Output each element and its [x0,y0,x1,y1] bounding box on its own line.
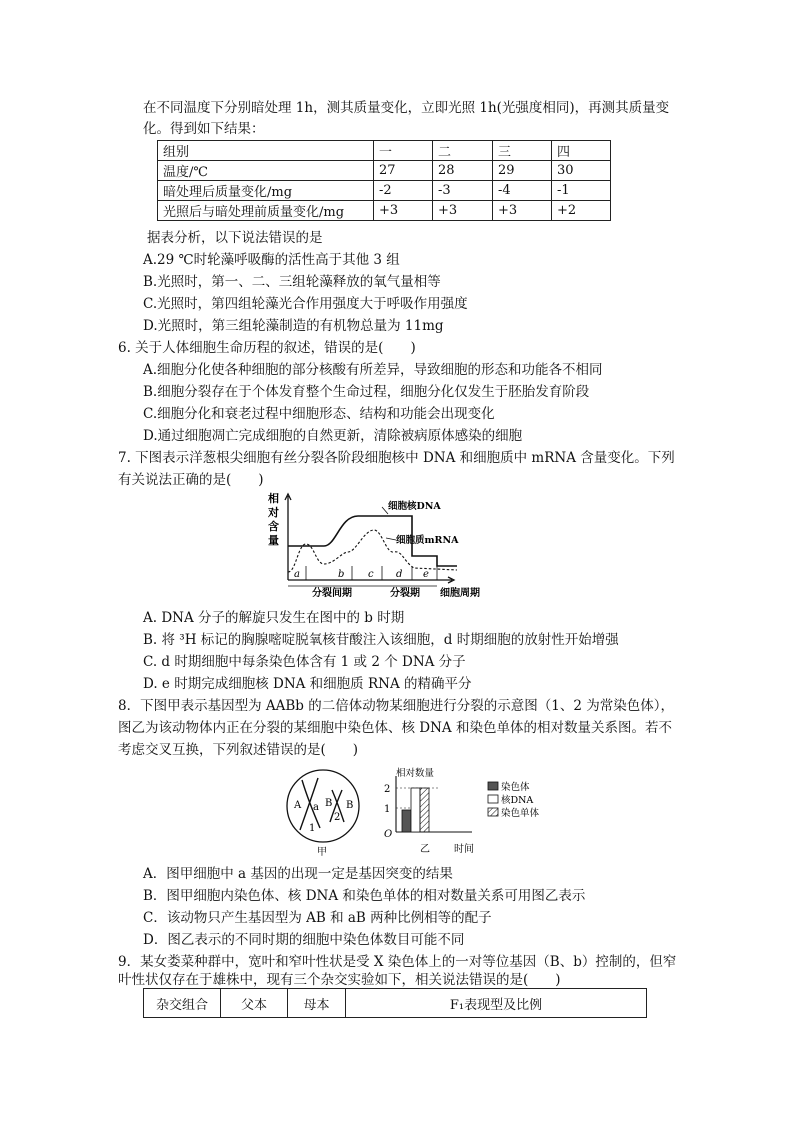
q5-option-c: C.光照时，第四组轮藻光合作用强度大于呼吸作用强度 [143,296,468,312]
cell-cycle-label: 细胞周期 [440,588,480,599]
q5-results-table [157,140,611,221]
legend-label: 染色体 [501,782,530,793]
q8-figure-b-chart [380,762,560,857]
legend-label: 核DNA [501,795,534,806]
y-tick-label: 2 [384,784,391,795]
table-cell: 三 [493,141,552,161]
q5-prompt: 据表分析，以下说法错误的是 [147,230,323,246]
q6-stem: 6. 关于人体细胞生命历程的叙述，错误的是( ) [118,340,416,356]
q8-stem-line1: 8．下图甲表示基因型为 AABb 的二倍体动物某细胞进行分裂的示意图（1、2 为常染色体）， [118,698,674,714]
table-cell: 一 [374,141,433,161]
y-tick-label: 1 [384,804,391,815]
q7-stem-line2: 有关说法正确的是( ) [118,472,264,488]
origin-label: O [384,829,393,840]
q5-option-b: B.光照时，第一、二、三组轮藻释放的氧气量相等 [143,274,441,290]
table-row [144,989,647,1018]
chromosome-number: 1 [309,823,316,834]
table-header-cell: F₁表现型及比例 [346,989,647,1018]
q8-option-d: D．图乙表示的不同时期的细胞中染色体数目可能不同 [143,932,465,948]
q5-option-d: D.光照时，第三组轮藻制造的有机物总量为 11mg [143,318,444,334]
chart-ylabel: 相对数量 [396,768,435,779]
table-cell: 组别 [158,141,374,161]
phase-label: a [294,569,300,580]
q5-stem-line1: 在不同温度下分别暗处理 1h，测其质量变化，立即光照 1h(光强度相同)，再测其质量变 [143,100,670,116]
q7-option-d: D. e 时期完成细胞核 DNA 和细胞质 RNA 的精确平分 [143,676,472,692]
table-cell: +3 [433,201,493,221]
q8-option-b: B．图甲细胞内染色体、核 DNA 和染色单体的相对数量关系可用图乙表示 [143,888,586,904]
legend-mrna-label: 细胞质mRNA [396,535,459,546]
bar-nuclear-dna [411,788,420,832]
gene-label: a [313,802,319,813]
q7-dna-mrna-chart [262,488,502,600]
table-header-cell: 杂交组合 [144,989,221,1018]
legend-label: 染色单体 [501,808,540,819]
legend-swatch-chromatid [488,808,498,816]
table-cell: 二 [433,141,493,161]
y-axis-label-char: 对 [268,506,279,519]
table-cell: 29 [493,161,552,181]
table-cell: +2 [552,201,611,221]
bar-chromosome [402,810,411,832]
q7-option-c: C. d 时期细胞中每条染色体含有 1 或 2 个 DNA 分子 [143,654,466,670]
y-axis-label-char: 含 [268,520,279,533]
q6-option-d: D.通过细胞凋亡完成细胞的自然更新，清除被病原体感染的细胞 [143,428,523,444]
table-cell: 四 [552,141,611,161]
table-header-cell: 父本 [221,989,288,1018]
q8-option-a: A．图甲细胞中 a 基因的出现一定是基因突变的结果 [143,866,453,882]
table-cell: 温度/℃ [158,161,374,181]
q6-option-b: B.细胞分裂存在于个体发育整个生命过程，细胞分化仅发生于胚胎发育阶段 [143,384,590,400]
mitosis-label: 分裂期 [390,588,420,599]
chromosome-number: 2 [334,812,341,823]
table-cell: 30 [552,161,611,181]
phase-label: c [368,569,374,580]
table-row [158,161,611,181]
q7-option-a: A. DNA 分子的解旋只发生在图中的 b 时期 [143,610,405,626]
gene-label: B [346,800,354,811]
q5-stem-line2: 化。得到如下结果： [143,121,265,137]
table-row [158,141,611,161]
q9-cross-table [143,988,647,1018]
q8-figure-a-cell [280,768,370,858]
legend-dna-label: 细胞核DNA [388,501,441,512]
table-cell: 28 [433,161,493,181]
gene-label: A [294,800,302,811]
q8-stem-line2: 图乙为该动物体内正在分裂的某细胞中染色体、核 DNA 和染色单体的相对数量关系图。若不 [118,720,672,736]
q6-option-c: C.细胞分化和衰老过程中细胞形态、结构和功能会出现变化 [143,406,495,422]
table-row [158,201,611,221]
legend-swatch-chromosome [488,782,498,790]
interphase-label: 分裂间期 [312,588,352,599]
q7-stem-line1: 7. 下图表示洋葱根尖细胞有丝分裂各阶段细胞核中 DNA 和细胞质中 mRNA 含量变化。下列 [118,450,675,466]
q9-stem-line1: 9．某女娄菜种群中，宽叶和窄叶性状是受 X 染色体上的一对等位基因（B、b）控制的，但窄 [118,954,677,970]
phase-label: b [338,569,345,580]
table-header-cell: 母本 [288,989,346,1018]
q9-stem-line2: 叶性状仅存在于雄株中，现有三个杂交实验如下，相关说法错误的是( ) [118,972,561,988]
q6-option-a: A.细胞分化使各种细胞的部分核酸有所差异，导致细胞的形态和功能各不相同 [143,362,603,378]
table-cell: -1 [552,181,611,201]
phase-label: d [396,569,403,580]
table-cell: -3 [433,181,493,201]
legend-pointer [386,538,396,540]
table-cell: -2 [374,181,433,201]
table-cell: -4 [493,181,552,201]
figure-caption: 甲 [317,847,327,858]
table-cell: 27 [374,161,433,181]
table-row [158,181,611,201]
table-cell: +3 [493,201,552,221]
q5-option-a: A.29 ℃时轮藻呼吸酶的活性高于其他 3 组 [143,252,400,268]
y-axis-label-char: 量 [268,534,279,547]
y-axis-label-char: 相 [268,492,279,505]
bar-chromatid [420,788,429,832]
chart-xlabel: 时间 [454,844,474,855]
gene-label: B [325,798,333,809]
q8-option-c: C．该动物只产生基因型为 AB 和 aB 两种比例相等的配子 [143,910,492,926]
q7-option-b: B. 将 ³H 标记的胸腺嘧啶脱氧核苷酸注入该细胞，d 时期细胞的放射性开始增强 [143,632,619,648]
table-cell: +3 [374,201,433,221]
table-cell: 暗处理后质量变化/mg [158,181,374,201]
table-cell: 光照后与暗处理前质量变化/mg [158,201,374,221]
q8-stem-line3: 考虑交叉互换，下列叙述错误的是( ) [118,742,359,758]
figure-caption: 乙 [420,844,430,855]
legend-swatch-dna [488,795,498,803]
phase-label: e [423,569,429,580]
